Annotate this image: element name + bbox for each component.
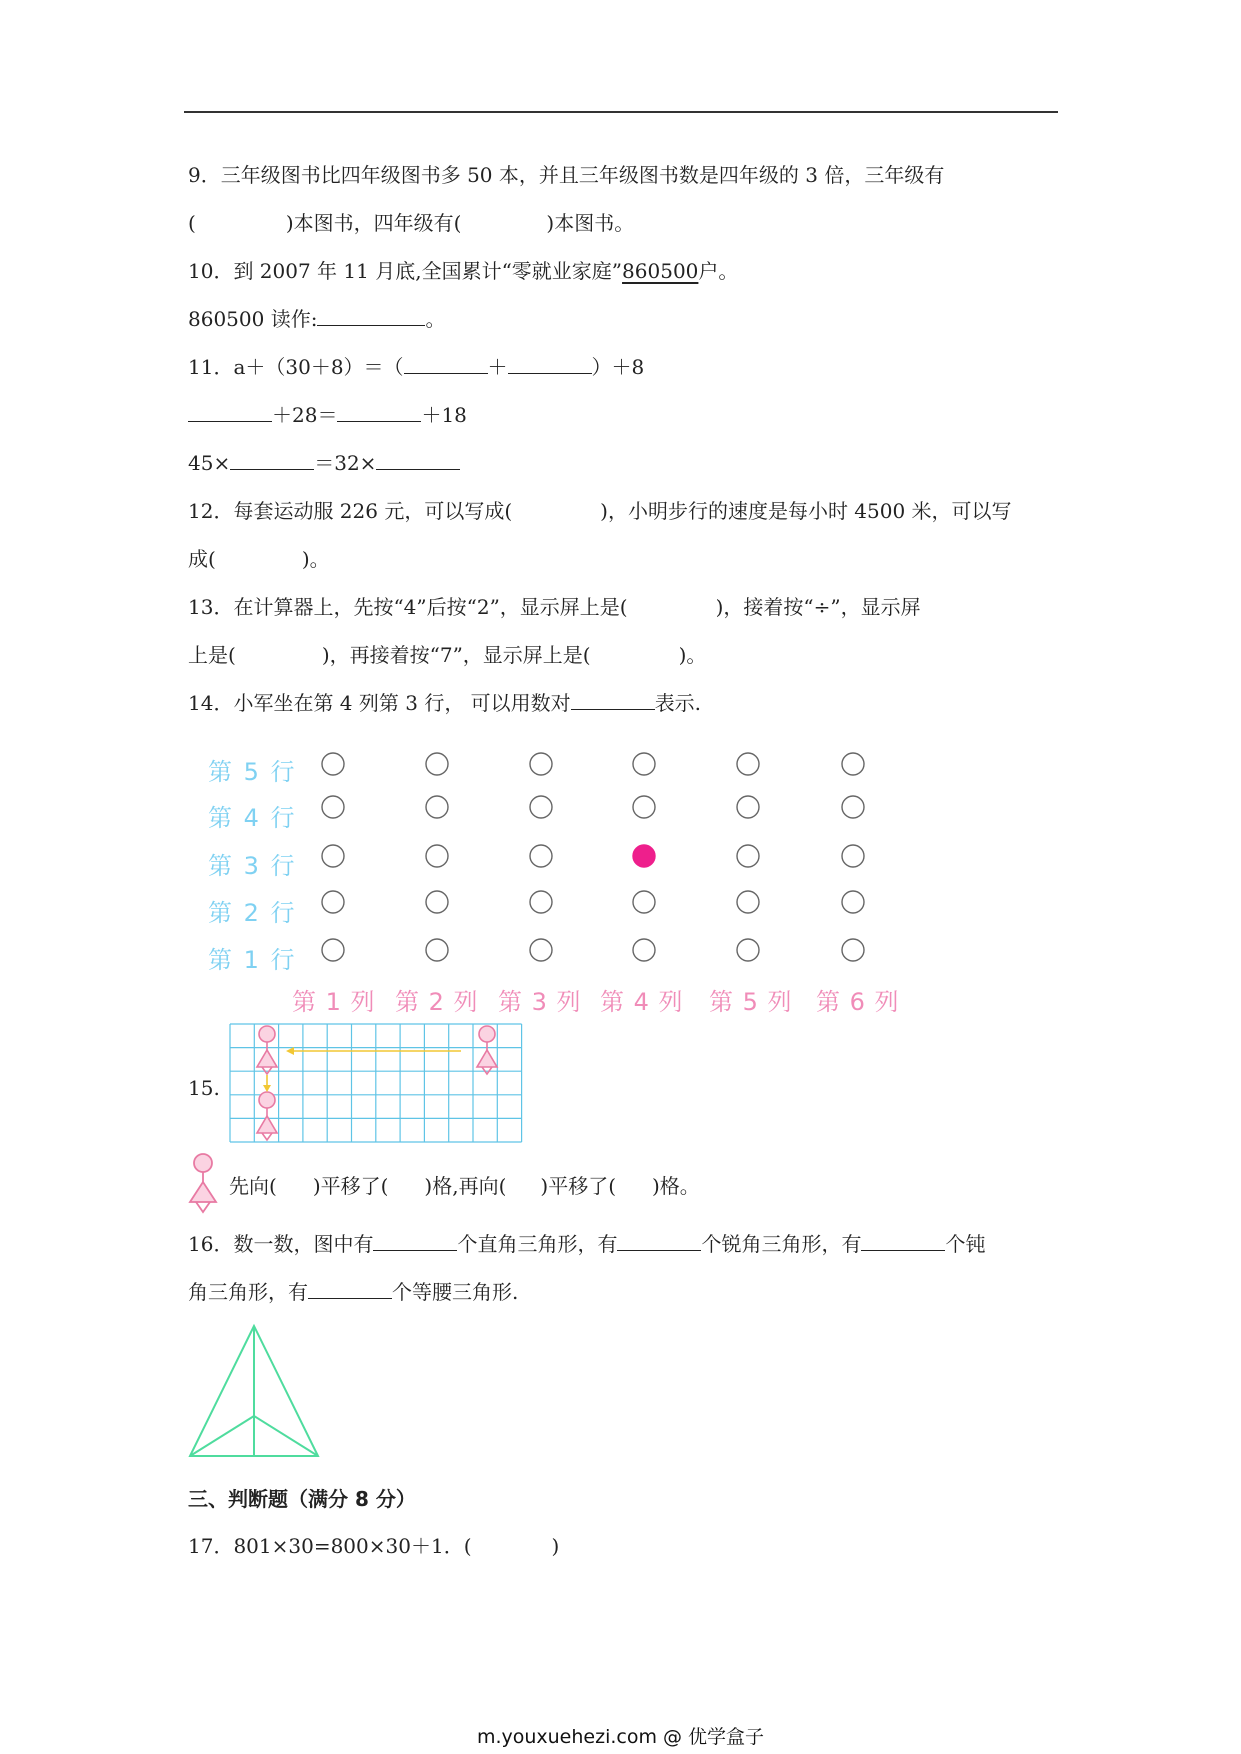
seat — [322, 845, 344, 867]
seat — [737, 939, 759, 961]
row-label-3: 第 3 行 — [208, 852, 297, 880]
girl-icon-middle — [257, 1026, 277, 1074]
q13-line2: 上是( )，再接着按“7”，显示屏上是( )。 — [188, 643, 707, 667]
down-arrow-icon — [263, 1075, 271, 1092]
seat — [426, 845, 448, 867]
q10-line1: 10．到 2007 年 11 月底,全国累计“零就业家庭”860500户。 — [188, 259, 739, 283]
q17-line: 17．801×30=800×30＋1．( ) — [188, 1534, 560, 1558]
row-label-4: 第 4 行 — [208, 804, 297, 832]
seat — [530, 796, 552, 818]
seat — [633, 891, 655, 913]
col-label-2: 第 2 列 — [395, 988, 479, 1016]
q16-blank-1[interactable] — [373, 1232, 457, 1251]
girl-icon-legend — [186, 1152, 220, 1216]
triangle-figure — [186, 1322, 322, 1462]
seat — [842, 796, 864, 818]
col-label-1: 第 1 列 — [292, 988, 376, 1016]
translation-grid-figure — [228, 1022, 528, 1150]
section-3-title: 三、判断题（满分 8 分） — [188, 1487, 416, 1511]
q10-line2: 860500 读作: 。 — [188, 307, 446, 331]
footer-watermark: m.youxuehezi.com @ 优学盒子 — [476, 1726, 765, 1748]
seat — [322, 796, 344, 818]
seat — [737, 753, 759, 775]
seat — [426, 891, 448, 913]
row-label-5: 第 5 行 — [208, 758, 297, 786]
girl-icon-start — [477, 1026, 497, 1074]
seat — [842, 939, 864, 961]
seat — [737, 891, 759, 913]
col-label-3: 第 3 列 — [498, 988, 582, 1016]
seat — [530, 939, 552, 961]
q11-line3: 45× ＝32× — [188, 450, 460, 476]
q9-line1: 9．三年级图书比四年级图书多 50 本，并且三年级图书数是四年级的 3 倍，三年级有 — [188, 163, 945, 187]
seat — [426, 753, 448, 775]
seat — [426, 939, 448, 961]
seat — [633, 939, 655, 961]
col-label-4: 第 4 列 — [600, 988, 684, 1016]
seat-highlighted — [633, 845, 655, 867]
q16-blank-4[interactable] — [308, 1280, 392, 1299]
q11-line2: ＋28＝ ＋18 — [188, 402, 467, 428]
seat — [322, 939, 344, 961]
seat — [737, 845, 759, 867]
q16-line2: 角三角形，有 个等腰三角形. — [188, 1280, 519, 1304]
q12-line2: 成( )。 — [188, 547, 330, 571]
seat — [426, 796, 448, 818]
seat — [530, 753, 552, 775]
seat — [530, 891, 552, 913]
col-label-5: 第 5 列 — [709, 988, 793, 1016]
seat — [322, 891, 344, 913]
seat — [842, 845, 864, 867]
q15-line: 先向( )平移了( )格,再向( )平移了( )格。 — [229, 1174, 700, 1198]
q10-number: 860500 — [622, 259, 699, 283]
q16-blank-2[interactable] — [617, 1232, 701, 1251]
seat — [322, 753, 344, 775]
q16-line1: 16．数一数，图中有 个直角三角形，有 个锐角三角形，有 个钝 — [188, 1232, 986, 1256]
col-label-6: 第 6 列 — [816, 988, 900, 1016]
q16-blank-3[interactable] — [861, 1232, 945, 1251]
seat — [842, 891, 864, 913]
seat — [633, 796, 655, 818]
q11-line1: 11．a＋（30＋8）＝（ ＋ ）＋8 — [188, 355, 645, 379]
seat — [530, 845, 552, 867]
seat — [737, 796, 759, 818]
q9-line2: ( )本图书，四年级有( )本图书。 — [188, 211, 635, 235]
row-label-1: 第 1 行 — [208, 946, 297, 974]
q15-number: 15. — [188, 1076, 220, 1100]
row-label-2: 第 2 行 — [208, 899, 297, 927]
q14-line: 14．小军坐在第 4 列第 3 行， 可以用数对 表示. — [188, 691, 702, 715]
girl-icon-end — [257, 1092, 277, 1140]
seat — [842, 753, 864, 775]
q12-line1: 12．每套运动服 226 元，可以写成( )，小明步行的速度是每小时 4500 米，可以写 — [188, 499, 1012, 523]
q13-line1: 13．在计算器上，先按“4”后按“2”，显示屏上是( )，接着按“÷”，显示屏 — [188, 595, 921, 619]
seat — [633, 753, 655, 775]
